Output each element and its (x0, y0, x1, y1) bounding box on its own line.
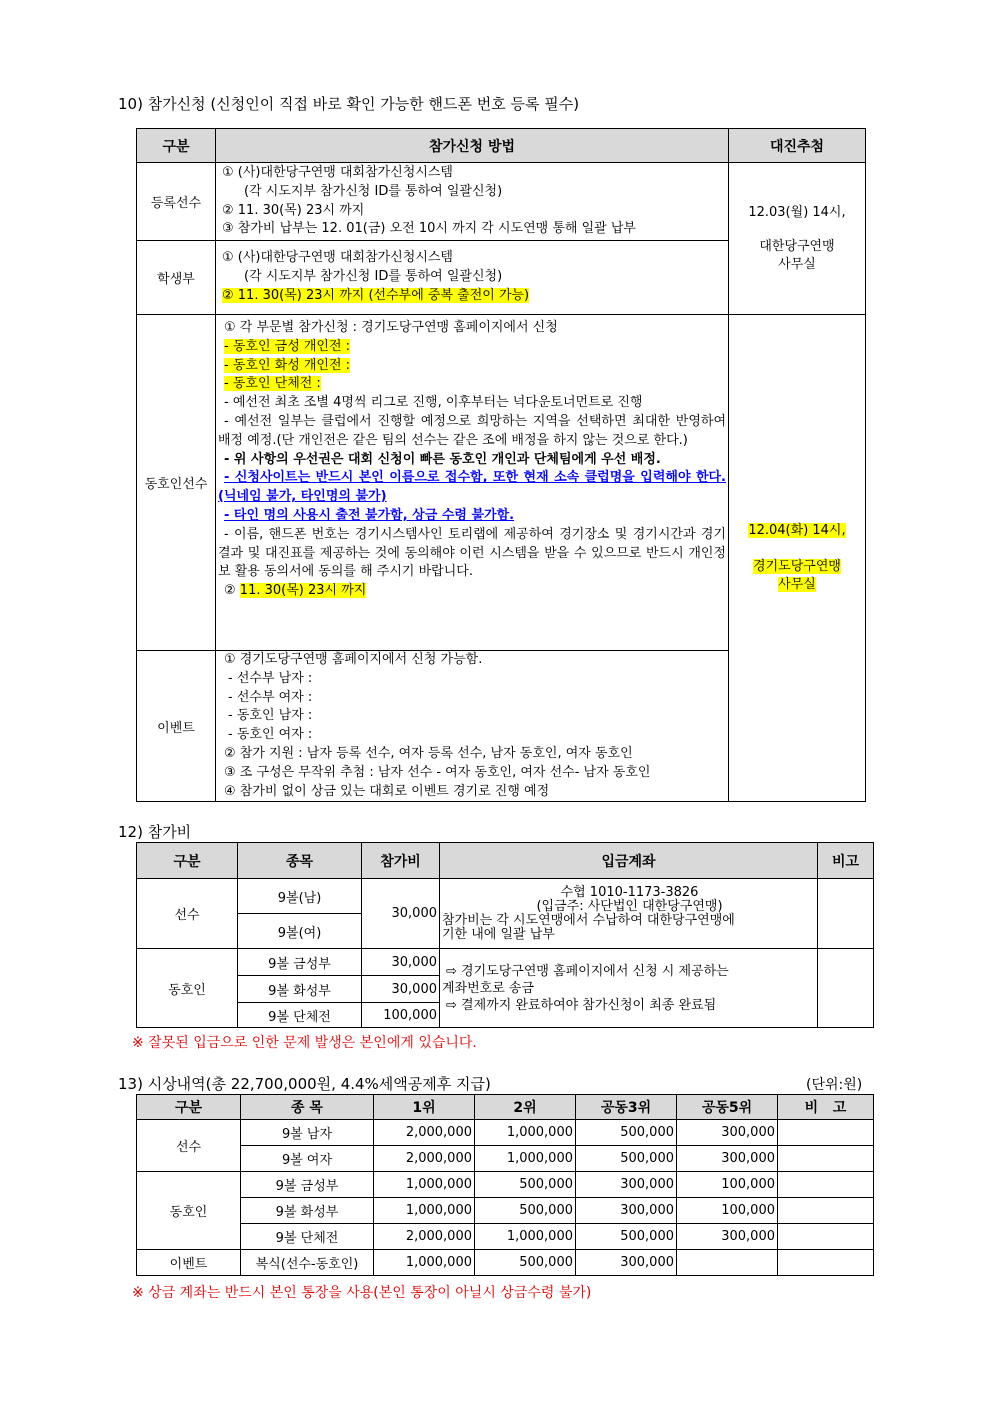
prize-note (778, 1250, 874, 1276)
prize-group-label: 동호인 (137, 1172, 241, 1250)
prize-amount: 1,000,000 (374, 1172, 475, 1198)
prize-note (778, 1120, 874, 1146)
fee-item: 9볼 단체전 (238, 1003, 362, 1028)
draw-2 (729, 315, 866, 802)
amateur-method (216, 315, 729, 651)
prize-item: 9볼 화성부 (241, 1198, 374, 1224)
fee-header-note: 비고 (818, 843, 874, 879)
section-10-title: 10) 참가신청 (신청인이 직접 바로 확인 가능한 핸드폰 번호 등록 필수) (118, 95, 580, 113)
method-line: (각 시도지부 참가신청 ID를 통하여 일괄신청) (244, 269, 503, 285)
prize-item: 9볼 단체전 (241, 1224, 374, 1250)
method-line: - 타인 명의 사용시 출전 불가함, 상금 수령 불가함. (224, 507, 515, 523)
fee-header-category: 구분 (137, 843, 238, 879)
prize-group-label: 이벤트 (137, 1250, 241, 1276)
fee-header-fee: 참가비 (362, 843, 440, 879)
prize-amount: 2,000,000 (374, 1224, 475, 1250)
method-line: ① 각 부문별 참가신청 : 경기도당구연맹 홈페이지에서 신청 (224, 320, 558, 335)
fee-amount: 30,000 (362, 976, 440, 1003)
event-label: 이벤트 (137, 651, 216, 802)
fee-amount: 30,000 (362, 879, 440, 949)
amateur-label: 동호인선수 (137, 315, 216, 651)
prize-row (137, 1146, 874, 1172)
unit-label: (단위:원) (806, 1077, 863, 1093)
fee-item: 9볼(여) (238, 914, 362, 949)
account-line: ⇨ 결제까지 완료하여야 참가신청이 최종 완료됨 (446, 997, 717, 1013)
prize-amount (677, 1250, 778, 1276)
prize-amount: 100,000 (677, 1172, 778, 1198)
prize-note (778, 1172, 874, 1198)
prize-header: 1위 (374, 1095, 475, 1120)
prize-amount: 500,000 (576, 1146, 677, 1172)
prize-amount: 300,000 (576, 1198, 677, 1224)
fee-amateur-account (440, 949, 818, 1028)
account-line: (입금주: 사단법인 대한당구연맹) (536, 898, 723, 914)
account-line: 계좌번호로 송금 (442, 980, 535, 996)
prize-item: 복식(선수-동호인) (241, 1250, 374, 1276)
fee-header-item: 종목 (238, 843, 362, 879)
prize-amount: 100,000 (677, 1198, 778, 1224)
fee-table (136, 842, 874, 1028)
application-table (136, 128, 866, 802)
method-line: - 선수부 여자 : (228, 689, 313, 705)
fee-amateur-label: 동호인 (137, 949, 238, 1028)
prize-row (137, 1198, 874, 1224)
method-line: ② 참가 지원 : 남자 등록 선수, 여자 등록 선수, 남자 동호인, 여자 동호인 (224, 745, 633, 761)
method-line: - 동호인 여자 : (228, 727, 313, 743)
method-line: - 동호인 단체전 : (224, 376, 321, 392)
method-line: ① (사)대한당구연맹 대회참가신청시스템 (222, 164, 453, 180)
prize-amount: 2,000,000 (374, 1120, 475, 1146)
fee-player-label: 선수 (137, 879, 238, 949)
prize-amount: 300,000 (677, 1146, 778, 1172)
fee-amount: 30,000 (362, 949, 440, 976)
method-line: - 신청사이트는 반드시 본인 이름으로 접수함, 또한 현재 소속 클럽명을 입력해야 한다. (닉네임 불가, 타인명의 불가) (218, 470, 726, 505)
method-line: ② 11. 30(목) 23시 까지 (선수부에 중복 출전이 가능) (222, 287, 530, 303)
fee-item: 9볼(남) (238, 879, 362, 914)
prize-note-text: ※ 상금 계좌는 반드시 본인 통장을 사용(본인 통장이 아닐시 상금수령 불가) (132, 1285, 592, 1301)
prize-item: 9볼 여자 (241, 1146, 374, 1172)
fee-header-account: 입금계좌 (440, 843, 818, 879)
prize-amount: 500,000 (576, 1120, 677, 1146)
account-line: ⇨ 경기도당구연맹 홈페이지에서 신청 시 제공하는 (446, 963, 729, 979)
prize-note (778, 1146, 874, 1172)
method-line: - 동호인 남자 : (228, 708, 313, 724)
draw-place: 대한당구연맹 (759, 238, 835, 254)
prize-header: 종 목 (241, 1095, 374, 1120)
method-line: ② 11. 30(목) 23시 까지 (222, 202, 365, 218)
method-line-prefix: ② (224, 583, 240, 599)
prize-amount: 500,000 (576, 1224, 677, 1250)
method-line: ④ 참가비 없이 상금 있는 대회로 이벤트 경기로 진행 예정 (224, 783, 550, 799)
method-line: - 동호인 화성 개인전 : (224, 357, 351, 373)
prize-amount: 300,000 (677, 1120, 778, 1146)
prize-item: 9볼 금성부 (241, 1172, 374, 1198)
fee-note (818, 879, 874, 949)
method-line: (각 시도지부 참가신청 ID를 통하여 일괄신청) (244, 183, 503, 199)
prize-amount: 500,000 (475, 1172, 576, 1198)
prize-amount: 1,000,000 (374, 1198, 475, 1224)
section-12-title: 12) 참가비 (118, 823, 192, 841)
prize-amount: 2,000,000 (374, 1146, 475, 1172)
student-method (216, 241, 729, 315)
fee-amount: 100,000 (362, 1003, 440, 1028)
draw-place: 사무실 (778, 256, 816, 272)
fee-player-account (440, 879, 818, 949)
prize-row (137, 1224, 874, 1250)
fee-note-text: ※ 잘못된 입금으로 인한 문제 발생은 본인에게 있습니다. (132, 1035, 477, 1051)
method-line: - 위 사항의 우선권은 대회 신청이 빠른 동호인 개인과 단체팀에게 우선 배정. (224, 451, 661, 467)
method-line: - 예선전 최초 조별 4명씩 리그로 진행, 이후부터는 넉다운토너먼트로 진행 (224, 395, 643, 411)
prize-header: 구분 (137, 1095, 241, 1120)
draw-place: 경기도당구연맹 (753, 559, 841, 575)
prize-amount: 300,000 (677, 1224, 778, 1250)
prize-item: 9볼 남자 (241, 1120, 374, 1146)
account-line: 참가비는 각 시도연맹에서 수납하여 대한당구연맹에 (442, 912, 735, 928)
prize-note (778, 1224, 874, 1250)
prize-amount: 300,000 (576, 1250, 677, 1276)
method-line: - 동호인 금성 개인전 : (224, 338, 351, 354)
header-draw: 대진추첨 (729, 129, 866, 163)
prize-row (137, 1172, 874, 1198)
prize-table (136, 1094, 874, 1276)
student-label: 학생부 (137, 241, 216, 315)
fee-note (818, 949, 874, 1028)
method-line: ③ 참가비 납부는 12. 01(금) 오전 10시 까지 각 시도연맹 통해 일괄 납부 (222, 221, 636, 237)
draw-date: 12.04(화) 14시, (748, 523, 846, 539)
method-line: - 이름, 핸드폰 번호는 경기시스템사인 토리랩에 제공하여 경기장소 및 경기시간과 경기결과 및 대진표를 제공하는 것에 동의해야 이런 시스템을 받을 수 있으므로 반드시 개인정보 활용 동의서에 동의를 해 주시기 바랍니다. (218, 526, 726, 580)
prize-amount: 300,000 (576, 1172, 677, 1198)
method-line: ③ 조 구성은 무작위 추첨 : 남자 선수 - 여자 동호인, 여자 선수- 남자 동호인 (224, 764, 651, 780)
draw-place: 사무실 (778, 577, 816, 593)
header-method: 참가신청 방법 (216, 129, 729, 163)
reg-player-method (216, 163, 729, 241)
method-line: 11. 30(목) 23시 까지 (239, 583, 367, 599)
section-13-title (118, 1073, 491, 1094)
reg-player-label: 등록선수 (137, 163, 216, 241)
header-category: 구분 (137, 129, 216, 163)
prize-note (778, 1198, 874, 1224)
fee-item: 9볼 금성부 (238, 949, 362, 976)
method-line: ① 경기도당구연맹 홈페이지에서 신청 가능함. (224, 652, 483, 667)
method-line: - 선수부 남자 : (228, 670, 313, 686)
method-line: - 예선전 일부는 클럽에서 진행할 예정으로 희망하는 지역을 선택하면 최대한 반영하여 배정 예정.(단 개인전은 같은 팀의 선수는 같은 조에 배정을 하지 않는 것으로 한다.) (218, 413, 726, 448)
draw-1 (729, 163, 866, 315)
prize-amount: 1,000,000 (475, 1146, 576, 1172)
prize-header: 공동5위 (677, 1095, 778, 1120)
prize-row (137, 1250, 874, 1276)
account-line: 기한 내에 일괄 납부 (442, 926, 555, 942)
prize-amount: 1,000,000 (475, 1120, 576, 1146)
fee-item: 9볼 화성부 (238, 976, 362, 1003)
prize-header: 2위 (475, 1095, 576, 1120)
prize-amount: 1,000,000 (374, 1250, 475, 1276)
prize-title: 13) 시상내역(총 22,700,000원, 4.4%세액공제후 지급) (118, 1075, 491, 1093)
method-line: ① (사)대한당구연맹 대회참가신청시스템 (222, 250, 453, 266)
prize-amount: 500,000 (475, 1250, 576, 1276)
account-line: 수협 1010-1173-3826 (560, 884, 699, 900)
prize-header: 비 고 (778, 1095, 874, 1120)
prize-header: 공동3위 (576, 1095, 677, 1120)
prize-amount: 500,000 (475, 1198, 576, 1224)
prize-row (137, 1120, 874, 1146)
draw-date: 12.03(월) 14시, (748, 204, 846, 220)
event-method (216, 651, 729, 802)
prize-group-label: 선수 (137, 1120, 241, 1172)
prize-amount: 1,000,000 (475, 1224, 576, 1250)
